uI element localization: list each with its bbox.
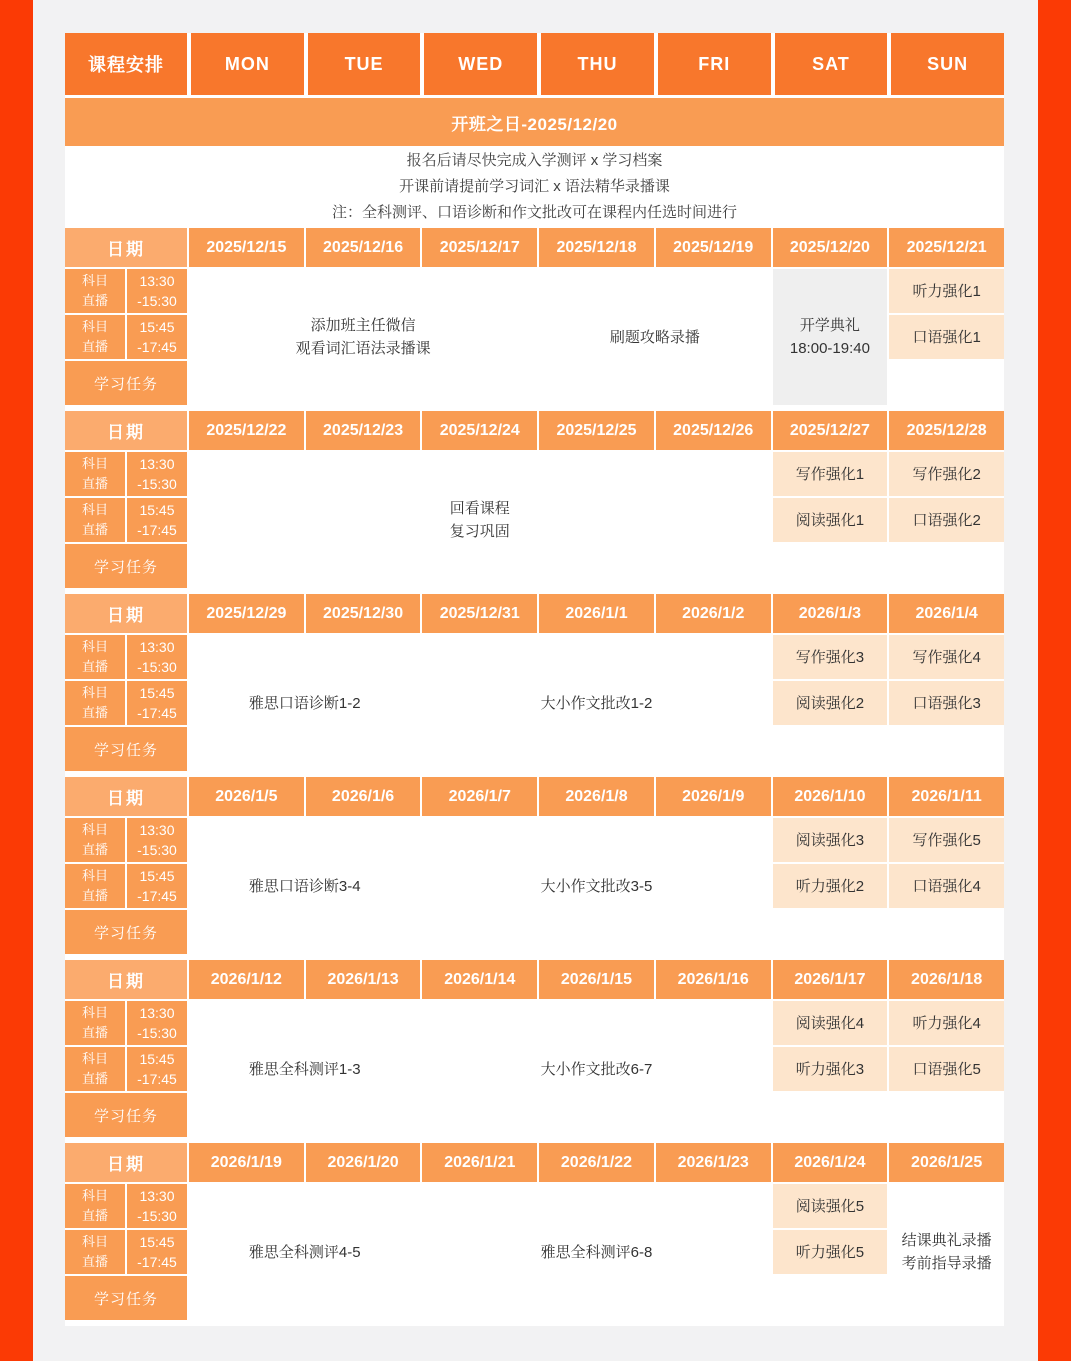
date-cell [656,960,771,999]
date-cell-text: 2026/1/4 [915,604,978,622]
date-cell [773,960,888,999]
subject-live-label-text: 直播 [81,1025,108,1040]
date-cell-text: 2026/1/18 [911,970,983,988]
schedule-event-text: 阅读强化1 [795,511,865,529]
schedule-event-text: 口语强化3 [912,694,981,712]
study-task-label-text: 学习任务 [93,375,158,393]
slot1-time-label-text: 13:30 [139,1005,175,1021]
slot1-time-label [127,1001,187,1045]
schedule-event [773,1184,888,1228]
left-border-bar [0,0,33,1361]
schedule-event [889,1230,1004,1274]
weekday-sat: SAT [775,33,888,95]
schedule-event [422,1001,770,1137]
week-block-3 [65,594,1004,771]
date-cell [422,960,537,999]
date-cell [889,594,1004,633]
date-cell-text: 2025/12/18 [556,238,637,256]
schedule-event [889,452,1004,496]
date-cell [189,777,304,816]
subject-live-label [65,1001,125,1045]
date-cell [889,1143,1004,1182]
schedule-event-text: 复习巩固 [449,523,510,540]
date-cell-text: 2025/12/21 [906,238,987,256]
slot2-time-label-text: 15:45 [139,1051,175,1067]
date-cell [306,777,421,816]
schedule-event [189,1001,420,1137]
date-cell [773,411,888,450]
schedule-event-text: 观看词汇语法录播课 [295,340,431,357]
subject-live-label-text: 直播 [81,339,108,354]
slot2-time-label [127,864,187,908]
date-cell [422,228,537,267]
study-task-label-text: 学习任务 [93,558,158,576]
schedule-event [773,1230,888,1274]
study-task-label [65,361,187,405]
date-cell-text: 2025/12/24 [439,421,520,439]
date-row-label [65,1143,187,1182]
slot2-time-label-text: -17:45 [137,339,177,355]
week-block-1 [65,228,1004,405]
subject-live-label [65,452,125,496]
schedule-event-text: 写作强化5 [912,831,981,849]
date-cell [539,1143,654,1182]
schedule-event-text: 口语强化5 [912,1060,981,1078]
date-cell-text: 2025/12/15 [206,238,287,256]
date-cell-text: 2025/12/22 [206,421,287,439]
date-cell [773,594,888,633]
slot2-time-label [127,498,187,542]
subject-live-label-text: 直播 [81,1208,108,1223]
date-cell [539,594,654,633]
schedule-event-text: 听力强化2 [795,877,865,895]
date-row-label [65,411,187,450]
date-cell [539,777,654,816]
subject-live-label-text: 科目 [81,639,108,654]
week-block-6 [65,1143,1004,1320]
schedule-event-text: 阅读强化3 [795,831,865,849]
date-cell [422,777,537,816]
weekday-sun: SUN [891,33,1004,95]
slot2-time-label [127,315,187,359]
date-cell-text: 2025/12/20 [789,238,870,256]
schedule-title: 课程安排 [65,33,187,95]
right-border-bar [1038,0,1071,1361]
date-cell-text: 2026/1/23 [677,1153,749,1171]
weekday-header-row [65,33,1004,95]
date-cell [189,594,304,633]
date-cell-text: 2026/1/17 [794,970,866,988]
schedule-event [773,635,888,679]
schedule-event-text: 18:00-19:40 [789,340,870,357]
date-cell-text: 2025/12/29 [206,604,287,622]
subject-live-label-text: 直播 [81,522,108,537]
date-cell-text: 2026/1/8 [565,787,628,805]
date-row-label-text: 日期 [107,789,145,808]
schedule-event-text: 大小作文批改3-5 [540,877,653,895]
date-cell-text: 2025/12/28 [906,421,987,439]
schedule-event-text: 结课典礼录播 [901,1232,992,1249]
date-cell-text: 2026/1/6 [331,787,395,805]
schedule-event [189,818,420,954]
date-cell [189,228,304,267]
date-cell-text: 2026/1/24 [794,1153,866,1171]
schedule-event-text: 听力强化4 [912,1014,981,1032]
schedule-event [889,1001,1004,1045]
schedule-event-text: 添加班主任微信 [310,317,416,334]
schedule-event [889,315,1004,359]
date-cell [306,594,421,633]
notes-block [65,146,1004,228]
date-cell [773,228,888,267]
slot1-time-label-text: -15:30 [137,293,177,309]
date-cell [773,777,888,816]
schedule-event-text: 大小作文批改6-7 [540,1060,653,1078]
subject-live-label [65,681,125,725]
subject-live-label [65,498,125,542]
schedule-event [889,818,1004,862]
slot1-time-label [127,818,187,862]
study-task-label [65,1276,187,1320]
slot1-time-label [127,635,187,679]
date-cell-text: 2026/1/10 [794,787,866,805]
schedule-event-text: 口语强化1 [912,328,981,346]
date-row-label [65,777,187,816]
date-row-label-text: 日期 [107,423,145,442]
schedule-event [422,818,770,954]
note-line-3: 注：全科测评、口语诊断和作文批改可在课程内任选时间进行 [331,204,737,221]
slot2-time-label [127,681,187,725]
schedule-event [539,269,770,405]
subject-live-label-text: 直播 [81,293,108,308]
date-cell [889,960,1004,999]
date-row-label [65,594,187,633]
slot2-time-label-text: 15:45 [139,502,175,518]
subject-live-label [65,1047,125,1091]
date-cell [889,411,1004,450]
subject-live-label-text: 科目 [81,1005,108,1020]
date-cell-text: 2025/12/19 [673,238,754,256]
date-row-label [65,960,187,999]
date-cell [422,411,537,450]
date-cell-text: 2025/12/23 [323,421,404,439]
schedule-event [773,818,888,862]
schedule-event-text: 听力强化1 [912,282,981,300]
date-cell-text: 2025/12/31 [439,604,520,622]
date-cell-text: 2026/1/1 [565,604,628,622]
slot1-time-label-text: -15:30 [137,1208,177,1224]
subject-live-label-text: 科目 [81,685,108,700]
schedule-event-text: 写作强化4 [912,648,981,666]
date-cell-text: 2025/12/26 [673,421,754,439]
date-cell-text: 2026/1/14 [444,970,516,988]
date-cell [306,960,421,999]
schedule-event [189,1184,420,1320]
schedule-event [889,269,1004,313]
date-cell-text: 2025/12/25 [556,421,637,439]
date-cell [189,960,304,999]
schedule-event [773,498,888,542]
date-cell-text: 2026/1/22 [560,1153,633,1171]
slot1-time-label-text: -15:30 [137,842,177,858]
date-cell-text: 2026/1/3 [798,604,862,622]
date-cell [773,1143,888,1182]
schedule-event-text: 听力强化3 [795,1060,865,1078]
schedule-event [189,269,537,405]
subject-live-label-text: 科目 [81,502,108,517]
date-cell [539,411,654,450]
date-cell [306,228,421,267]
schedule-event-text: 口语强化2 [912,511,981,529]
schedule-event-text: 雅思全科测评1-3 [248,1060,361,1078]
weekday-mon: MON [191,33,304,95]
date-row-label-text: 日期 [107,1155,145,1174]
schedule-event-text: 听力强化5 [795,1243,865,1261]
week-block-5 [65,960,1004,1137]
schedule-event [889,681,1004,725]
subject-live-label [65,635,125,679]
schedule-event [773,269,888,405]
date-cell [656,411,771,450]
slot1-time-label-text: 13:30 [139,273,175,289]
date-cell-text: 2025/12/30 [323,604,404,622]
slot1-time-label [127,269,187,313]
schedule-event [773,452,888,496]
subject-live-label-text: 科目 [81,319,108,334]
schedule-table [65,33,1004,1326]
weeks-container [65,228,1004,1320]
slot2-time-label [127,1230,187,1274]
date-cell-text: 2026/1/20 [327,1153,399,1171]
schedule-event-text: 开学典礼 [799,317,860,334]
slot1-time-label [127,1184,187,1228]
date-cell [189,1143,304,1182]
date-cell [306,1143,421,1182]
subject-live-label-text: 科目 [81,1234,108,1249]
schedule-event [189,635,420,771]
subject-live-label-text: 直播 [81,842,108,857]
week-block-4 [65,777,1004,954]
date-cell-text: 2025/12/27 [789,421,870,439]
note-line-2: 开课前请提前学习词汇 x 语法精华录播课 [399,178,670,195]
date-cell-text: 2026/1/2 [682,604,745,622]
date-cell-text: 2026/1/5 [215,787,278,805]
slot1-time-label-text: 13:30 [139,639,175,655]
subject-live-label-text: 科目 [81,273,108,288]
slot2-time-label-text: 15:45 [139,868,175,884]
subject-live-label-text: 直播 [81,705,108,720]
schedule-event-text: 雅思口语诊断3-4 [248,877,361,895]
schedule-event [889,1047,1004,1091]
study-task-label [65,544,187,588]
study-task-label-text: 学习任务 [93,741,158,759]
schedule-event [773,1047,888,1091]
slot2-time-label-text: -17:45 [137,888,177,904]
schedule-event [773,1001,888,1045]
subject-live-label-text: 直播 [81,888,108,903]
slot2-time-label-text: -17:45 [137,1071,177,1087]
schedule-event-text: 阅读强化2 [795,694,865,712]
subject-live-label [65,1184,125,1228]
weekday-thu: THU [541,33,654,95]
subject-live-label-text: 直播 [81,1254,108,1269]
schedule-event-text: 雅思口语诊断1-2 [248,694,361,712]
study-task-label [65,910,187,954]
schedule-event-text: 考前指导录播 [901,1255,992,1272]
subject-live-label-text: 科目 [81,456,108,471]
slot1-time-label-text: -15:30 [137,659,177,675]
date-cell-text: 2026/1/11 [911,787,982,805]
slot2-time-label-text: 15:45 [139,685,175,701]
schedule-event-text: 阅读强化4 [795,1014,865,1032]
schedule-event [889,864,1004,908]
study-task-label-text: 学习任务 [93,924,158,942]
subject-live-label-text: 直播 [81,1071,108,1086]
date-cell [422,594,537,633]
date-cell [306,411,421,450]
schedule-event [773,864,888,908]
weekday-wed: WED [424,33,537,95]
subject-live-label-text: 直播 [81,659,108,674]
date-cell-text: 2026/1/21 [444,1153,516,1171]
schedule-event [422,635,770,771]
subject-live-label-text: 科目 [81,822,108,837]
schedule-event-text: 写作强化1 [795,465,865,483]
slot2-time-label-text: -17:45 [137,1254,177,1270]
schedule-event-text: 回看课程 [449,500,510,517]
subject-live-label [65,864,125,908]
schedule-event [422,1184,770,1320]
date-cell-text: 2026/1/19 [210,1153,282,1171]
slot2-time-label-text: -17:45 [137,705,177,721]
schedule-event-text: 写作强化2 [912,465,981,483]
date-cell-text: 2026/1/16 [677,970,749,988]
schedule-event [889,635,1004,679]
date-cell [656,228,771,267]
schedule-event-text: 刷题攻略录播 [609,328,700,346]
slot2-time-label [127,1047,187,1091]
schedule-event-text: 雅思全科测评4-5 [248,1243,361,1261]
subject-live-label-text: 科目 [81,1051,108,1066]
date-cell [539,228,654,267]
date-cell-text: 2025/12/17 [439,238,520,256]
date-cell [422,1143,537,1182]
date-cell [889,228,1004,267]
schedule-event-text: 雅思全科测评6-8 [540,1243,653,1261]
schedule-event [889,498,1004,542]
date-row-label-text: 日期 [107,972,145,991]
date-cell [889,777,1004,816]
date-cell-text: 2026/1/25 [911,1153,983,1171]
schedule-event [773,681,888,725]
subject-live-label-text: 直播 [81,476,108,491]
weekday-tue: TUE [308,33,421,95]
date-cell-text: 2026/1/13 [327,970,399,988]
weekday-fri: FRI [658,33,771,95]
date-cell [189,411,304,450]
slot2-time-label-text: -17:45 [137,522,177,538]
week-block-2 [65,411,1004,588]
slot1-time-label-text: -15:30 [137,476,177,492]
slot2-time-label-text: 15:45 [139,319,175,335]
study-task-label-text: 学习任务 [93,1290,158,1308]
schedule-event-text: 大小作文批改1-2 [540,694,653,712]
subject-live-label-text: 科目 [81,1188,108,1203]
schedule-event-text: 口语强化4 [912,877,981,895]
schedule-event-text: 写作强化3 [795,648,865,666]
date-cell-text: 2026/1/7 [448,787,511,805]
date-cell [656,777,771,816]
date-cell-text: 2025/12/16 [323,238,404,256]
date-cell [656,1143,771,1182]
date-row-label-text: 日期 [107,240,145,259]
subject-live-label [65,818,125,862]
study-task-label [65,1093,187,1137]
slot1-time-label-text: -15:30 [137,1025,177,1041]
schedule-event [189,452,771,588]
study-task-label [65,727,187,771]
subject-live-label [65,269,125,313]
date-cell-text: 2026/1/9 [682,787,745,805]
slot1-time-label-text: 13:30 [139,822,175,838]
note-line-1: 报名后请尽快完成入学测评 x 学习档案 [406,152,663,169]
slot1-time-label-text: 13:30 [139,1188,175,1204]
subject-live-label [65,315,125,359]
date-cell-text: 2026/1/15 [560,970,633,988]
slot2-time-label-text: 15:45 [139,1234,175,1250]
date-cell-text: 2026/1/12 [210,970,282,988]
date-row-label-text: 日期 [107,606,145,625]
study-task-label-text: 学习任务 [93,1107,158,1125]
date-row-label [65,228,187,267]
slot1-time-label-text: 13:30 [139,456,175,472]
schedule-event-text: 阅读强化5 [795,1197,865,1215]
slot1-time-label [127,452,187,496]
date-cell [656,594,771,633]
start-date-banner: 开班之日-2025/12/20 [65,98,1004,146]
subject-live-label-text: 科目 [81,868,108,883]
date-cell [539,960,654,999]
subject-live-label [65,1230,125,1274]
